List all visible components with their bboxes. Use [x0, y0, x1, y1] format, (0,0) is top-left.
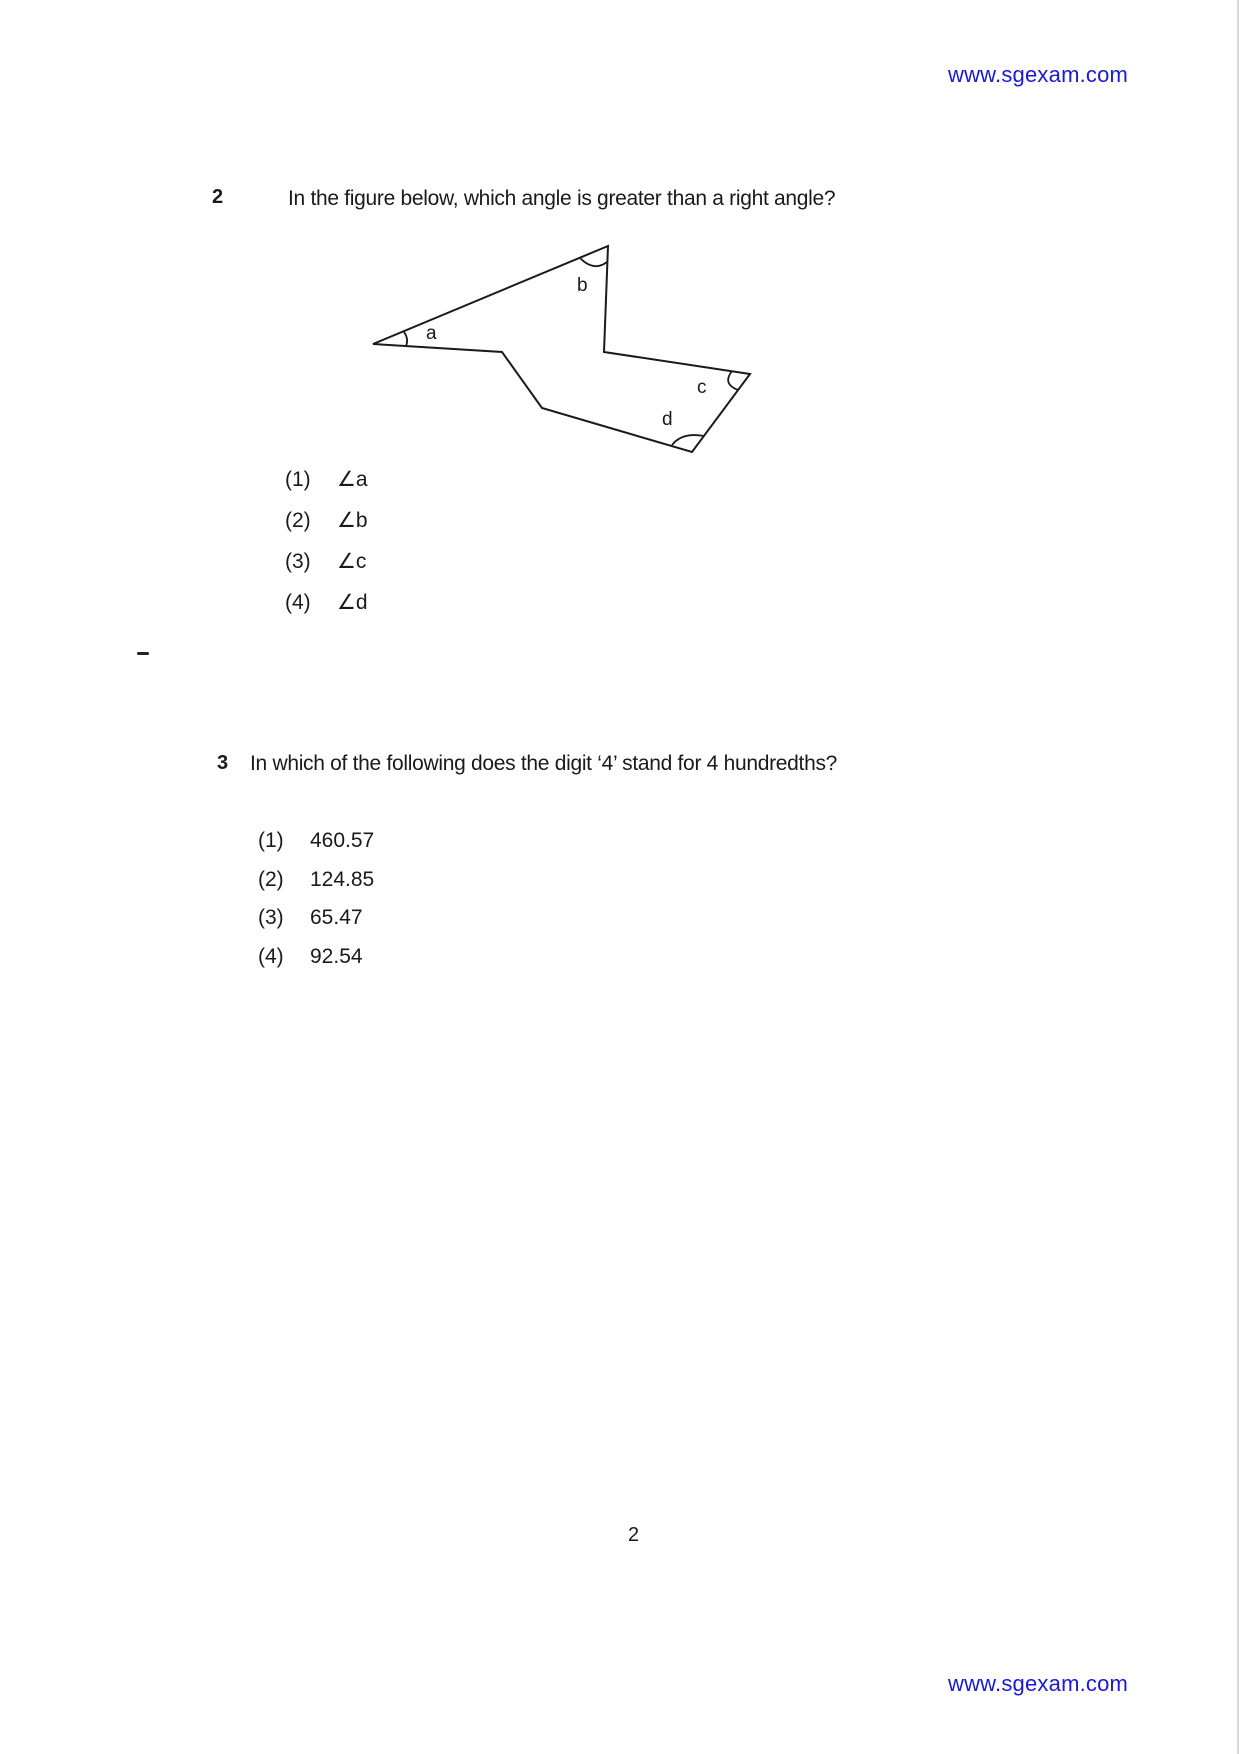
option-number: (3)	[258, 906, 284, 930]
arc-a	[404, 332, 407, 346]
page-number: 2	[628, 1524, 640, 1546]
angle-figure	[370, 238, 760, 468]
option-text: ∠c	[337, 550, 367, 573]
option-text: 124.85	[310, 867, 375, 891]
option-text: 460.57	[310, 829, 375, 853]
option-item[interactable]	[285, 541, 368, 582]
option-item[interactable]	[285, 500, 368, 541]
scan-speck	[137, 652, 149, 655]
question-3-text: In which of the following does the digit ‘4’ stand for 4 hundredths?	[250, 752, 838, 775]
option-number: (1)	[258, 829, 284, 853]
question-2-number: 2	[212, 186, 224, 208]
option-number: (4)	[285, 590, 311, 614]
label-b: b	[577, 275, 588, 296]
option-number: (4)	[258, 944, 284, 968]
figure-polygon	[373, 246, 750, 452]
question-3-options	[258, 822, 374, 976]
option-number: (2)	[258, 867, 284, 891]
question-2-text: In the figure below, which angle is greater than a right angle?	[288, 187, 836, 210]
watermark-top[interactable]: www.sgexam.com	[948, 62, 1129, 87]
arc-c	[728, 371, 738, 390]
option-text: 65.47	[310, 906, 363, 930]
option-text: ∠a	[337, 468, 368, 491]
option-item[interactable]	[285, 459, 368, 500]
label-c: c	[697, 377, 707, 398]
option-number: (1)	[285, 467, 311, 491]
label-a: a	[426, 323, 437, 344]
arc-b	[580, 258, 607, 266]
question-2-options	[285, 459, 368, 623]
option-item[interactable]	[258, 899, 374, 938]
label-d: d	[662, 409, 673, 430]
option-item[interactable]	[285, 582, 368, 623]
option-text: 92.54	[310, 944, 363, 968]
option-text: ∠d	[337, 591, 368, 614]
option-item[interactable]	[258, 861, 374, 900]
option-text: ∠b	[337, 509, 368, 532]
question-3-number: 3	[217, 752, 229, 774]
option-item[interactable]	[258, 822, 374, 861]
option-number: (3)	[285, 549, 311, 573]
option-item[interactable]	[258, 938, 374, 977]
watermark-bottom[interactable]: www.sgexam.com	[948, 1671, 1129, 1696]
option-number: (2)	[285, 508, 311, 532]
